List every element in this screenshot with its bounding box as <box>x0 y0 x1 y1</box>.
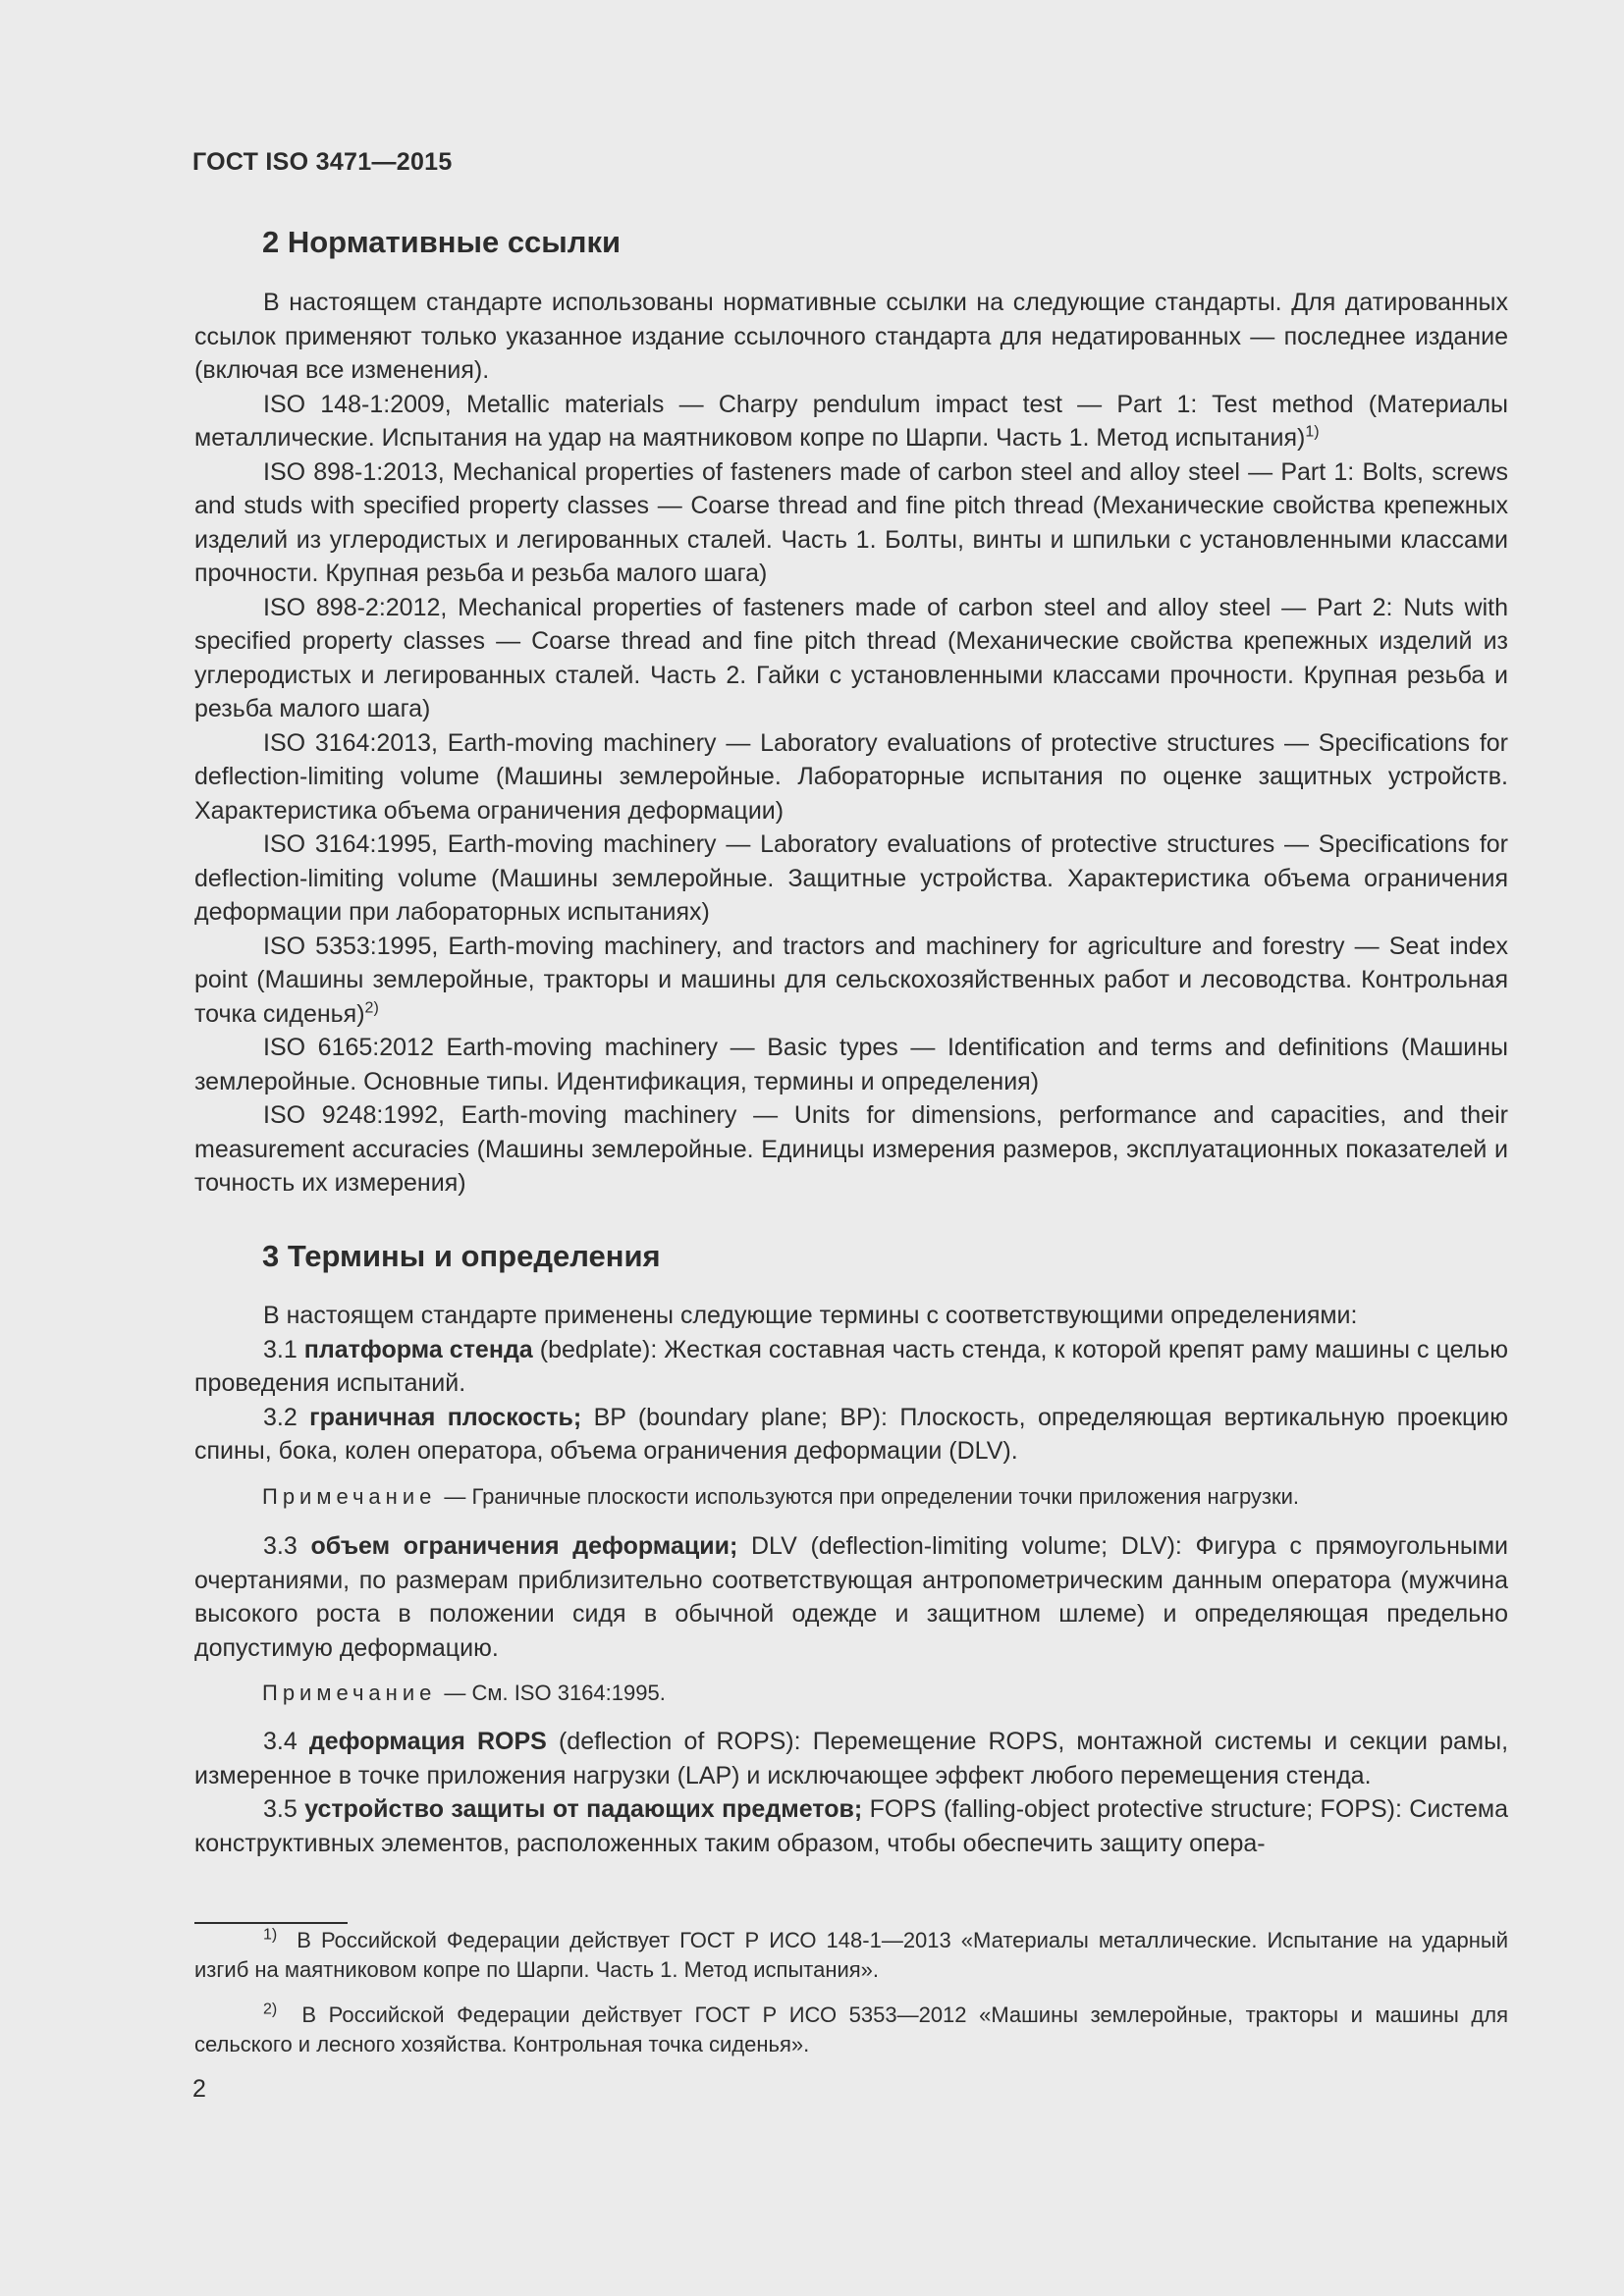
section-3-title: 3 Термины и определения <box>262 1239 661 1273</box>
terms-block-3 <box>194 1725 1508 1860</box>
footnote-mark: 1) <box>263 1926 278 1944</box>
page-number: 2 <box>192 2075 206 2103</box>
terms-block-1 <box>194 1299 1508 1468</box>
footnote-text: В Российской Федерации действует ГОСТ Р ИСО 148-1—2013 «Материалы металлические. Испытание на ударный изгиб на маятниковом копре по Шарпи. Часть 1. Метод испытания». <box>194 1928 1508 1982</box>
term-3-5 <box>194 1792 1508 1860</box>
term-number: 3.3 <box>263 1532 311 1560</box>
term-number: 3.4 <box>263 1728 309 1755</box>
note-2 <box>262 1681 666 1706</box>
note-label: Примечание <box>262 1681 437 1705</box>
reference-item: ISO 9248:1992, Earth-moving machinery — Units for dimensions, performance and capacities, and their measurement accuracies (Машины землеройные. Единицы измерения размеров, эксплуатационных показателей и точность их измерения) <box>194 1101 1508 1197</box>
note-text: — См. ISO 3164:1995. <box>444 1681 666 1705</box>
term-3-1 <box>194 1333 1508 1401</box>
reference-item: ISO 6165:2012 Earth-moving machinery — Basic types — Identification and terms and definitions (Машины землеройные. Основные типы. Идентификация, термины и определения) <box>194 1034 1508 1095</box>
term-definition: BP (boundary plane; BP): Плоскость, определяющая вертикальную проекцию спины, бока, колен оператора, объема ограничения деформации (DLV). <box>194 1403 1508 1465</box>
term-3-2 <box>194 1401 1508 1468</box>
footnote-mark: 2) <box>263 2001 278 2018</box>
term-definition: FOPS (falling-object protective structure; FOPS): Система конструктивных элементов, расположенных таким образом, чтобы обеспечить защиту опера- <box>194 1795 1508 1857</box>
term-definition: (bedplate): Жесткая составная часть стенда, к которой крепят раму машины с целью проведения испытаний. <box>194 1335 1509 1397</box>
section-2-title: 2 Нормативные ссылки <box>262 225 622 259</box>
note-1 <box>262 1484 1299 1510</box>
term-name: граничная плоскость; <box>309 1403 582 1431</box>
footnote-divider <box>194 1922 348 1924</box>
term-number: 3.1 <box>263 1335 304 1363</box>
term-name: устройство защиты от падающих предметов; <box>304 1795 863 1823</box>
reference-text: ISO 148-1:2009, Metallic materials — Charpy pendulum impact test — Part 1: Test method (Материалы металлические. Испытания на удар на маятниковом копре по Шарпи. Часть 1. Метод испытания) <box>194 390 1508 452</box>
term-definition: DLV (deflection-limiting volume; DLV): Фигура с прямоугольными очертаниями, по размерам приблизительно соответствующая антропометрическим данным оператора (мужчина высокого роста в положении сидя в обычной одежде и защитном шлеме) и определяющая предельно допустимую деформацию. <box>194 1532 1508 1662</box>
footnote-2 <box>194 2001 1508 2059</box>
section-3-intro: В настоящем стандарте применены следующие термины с соответствующими определениями: <box>263 1302 1358 1329</box>
term-name: платформа стенда <box>303 1335 533 1363</box>
section-2-body <box>194 286 1508 1201</box>
note-label: Примечание <box>262 1484 437 1509</box>
term-3-4 <box>194 1725 1508 1792</box>
reference-item: ISO 898-2:2012, Mechanical properties of fasteners made of carbon steel and alloy steel — Part 2: Nuts with specified property classes — Coarse thread and fine pitch thread (Механические свойства крепежных изделий из углеродистых и легированных сталей. Часть 2. Гайки с установленными классами прочности. Крупная резьба и резьба малого шага) <box>194 593 1508 722</box>
term-name: деформация ROPS <box>308 1728 547 1755</box>
term-3-3 <box>194 1529 1508 1665</box>
term-number: 3.5 <box>263 1795 305 1823</box>
reference-item: ISO 898-1:2013, Mechanical properties of fasteners made of carbon steel and alloy steel — Part 1: Bolts, screws and studs with specified property classes — Coarse thread and fine pitch thread (Механические свойства крепежных изделий из углеродистых и легированных сталей. Часть 1. Болты, винты и шпильки с установленными классами прочности. Крупная резьба и резьба малого шага) <box>194 457 1508 587</box>
footnote-2-ref[interactable]: 2) <box>364 999 379 1017</box>
term-number: 3.2 <box>263 1403 310 1431</box>
reference-item: ISO 3164:1995, Earth-moving machinery — Laboratory evaluations of protective structures — Specifications for deflection-limiting volume (Машины землеройные. Защитные устройства. Характеристика объема ограничения деформации при лабораторных испытаниях) <box>194 830 1508 926</box>
reference-text: ISO 5353:1995, Earth-moving machinery, and tractors and machinery for agriculture and forestry — Seat index point (Машины землеройные, тракторы и машины для сельскохозяйственных работ и лесоводства. Контрольная точка сиденья) <box>194 932 1508 1028</box>
reference-item <box>194 388 1508 455</box>
section-2-intro: В настоящем стандарте использованы нормативные ссылки на следующие стандарты. Для датированных ссылок применяют только указанное издание ссылочного стандарта для недатированных — последнее издание (включая все изменения). <box>194 289 1508 384</box>
term-definition: (deflection of ROPS): Перемещение ROPS, монтажной системы и секции рамы, измеренное в точке приложения нагрузки (LAP) и исключающее эффект любого перемещения стенда. <box>194 1728 1509 1789</box>
footnotes <box>194 1926 1508 2075</box>
reference-item: ISO 3164:2013, Earth-moving machinery — Laboratory evaluations of protective structures — Specifications for deflection-limiting volume (Машины землеройные. Лабораторные испытания по оценке защитных устройств. Характеристика объема ограничения деформации) <box>194 728 1508 825</box>
footnote-1 <box>194 1926 1508 1985</box>
term-name: объем ограничения деформации; <box>310 1532 738 1560</box>
terms-block-2 <box>194 1529 1508 1665</box>
reference-item <box>194 930 1508 1032</box>
note-text: — Граничные плоскости используются при определении точки приложения нагрузки. <box>444 1484 1300 1509</box>
document-code: ГОСТ ISO 3471—2015 <box>192 148 453 176</box>
footnote-1-ref[interactable]: 1) <box>1305 423 1320 441</box>
footnote-text: В Российской Федерации действует ГОСТ Р ИСО 5353—2012 «Машины землеройные, тракторы и машины для сельского и лесного хозяйства. Контрольная точка сиденья». <box>194 2002 1508 2056</box>
